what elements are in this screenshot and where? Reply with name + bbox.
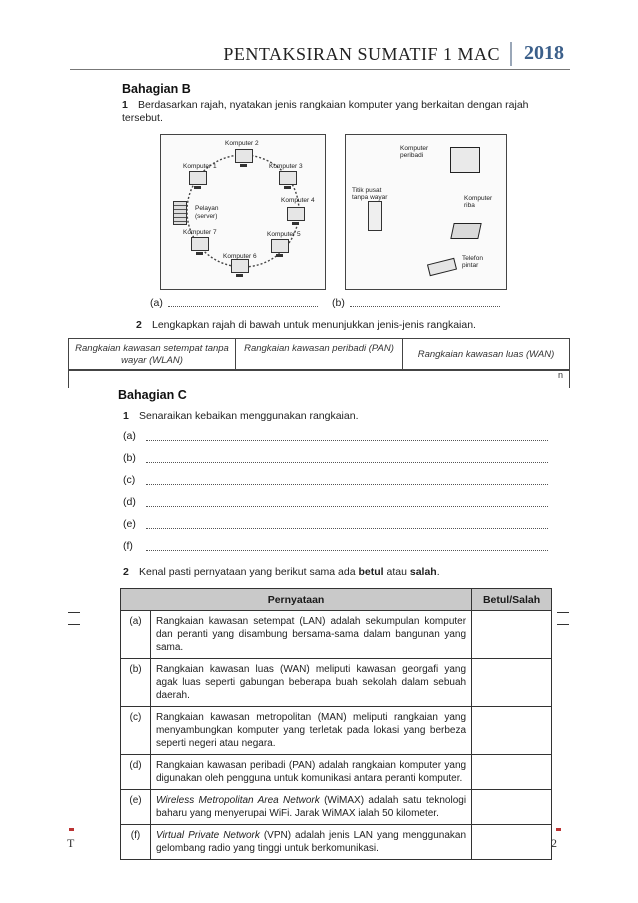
statement-italic-term: Wireless Metropolitan Area Network [155,795,320,806]
answer-line-b[interactable] [350,306,500,307]
list-item-d [123,496,143,508]
section-b-question-1 [122,99,562,125]
row-label: (f) [121,825,151,860]
label-access-point-2: tanpa wayar [352,194,388,201]
label-access-point: Titik pusat [352,187,382,194]
question-number: 1 [122,99,128,111]
emphasis-salah: salah [409,566,437,578]
wireless-network-diagram [345,134,507,290]
row-statement: Rangkaian kawasan luas (WAN) meliputi kawasan georgafi yang agak luas seperti gabungan beberapa buah sekolah dalam sebuah daerah. [150,659,471,707]
section-c-question-2 [123,566,440,579]
header-year: 2018 [524,42,564,64]
row-label: (a) [121,611,151,659]
list-answer-line-e[interactable] [146,528,548,529]
network-box-pan: Rangkaian kawasan peribadi (PAN) [236,339,403,369]
row-statement: Rangkaian kawasan metropolitan (MAN) meliputi rangkaian yang menyambungkan komputer yang terletak pada lokasi yang berbeza seperti negeri atau negara. [150,707,471,755]
computer-5-icon [271,239,289,253]
item-label: (d) [123,496,136,508]
page-header [70,40,570,70]
item-label: (b) [123,452,136,464]
label-computer-6: Komputer 6 [223,253,257,260]
footer-left-fragment: T [67,836,75,850]
computer-6-icon [231,259,249,273]
list-answer-line-c[interactable] [146,484,548,485]
table-header-row [121,589,552,611]
row-statement [150,825,471,860]
header-statement: Pernyataan [121,589,472,611]
question-text: Kenal pasti pernyataan yang berikut sama ada [139,566,359,578]
answer-cell[interactable] [472,707,552,755]
list-answer-line-a[interactable] [146,440,548,441]
statement-text: (WiMAX) adalah satu teknologi baharu yang menyerupai WiFi. Jarak WiMAX ialah 50 kilometer. [155,795,467,819]
ring-network-diagram [160,134,326,290]
answer-label-b: (b) [332,297,345,309]
table-row [121,825,552,860]
answer-cell[interactable] [472,659,552,707]
section-c-question-1 [123,410,359,423]
emphasis-betul: betul [358,566,384,578]
question-number: 1 [123,410,129,422]
list-answer-line-f[interactable] [146,550,548,551]
question-text: Senaraikan kebaikan menggunakan rangkaian. [139,410,359,422]
question-text: Lengkapkan rajah di bawah untuk menunjukkan jenis-jenis rangkaian. [152,319,476,331]
answer-line-a[interactable] [168,306,318,307]
answer-cell[interactable] [472,611,552,659]
side-tick [557,624,569,625]
footer-mark-left [69,828,74,831]
answer-label-a: (a) [150,297,163,309]
section-b-title: Bahagian B [122,82,191,96]
computer-3-icon [279,171,297,185]
question-text-end: . [436,566,440,578]
item-label: (c) [123,474,136,486]
computer-7-icon [191,237,209,251]
side-tick [68,624,80,625]
answer-cell[interactable] [472,790,552,825]
network-box-wan: Rangkaian kawasan luas (WAN) [417,349,555,360]
side-tick [68,612,80,613]
label-personal-computer: Komputer [400,145,429,152]
footer-right-fragment: 2 [551,836,557,850]
statements-table [120,588,552,860]
row-label: (e) [121,790,151,825]
list-item-f [123,540,143,552]
smartphone-icon [427,258,457,276]
label-personal-computer-2: peribadi [400,152,424,159]
table-row [121,790,552,825]
list-item-c [123,474,143,486]
table-row [121,755,552,790]
item-label: (a) [123,430,136,442]
answer-cell[interactable] [472,755,552,790]
label-computer-4: Komputer 4 [281,197,315,204]
computer-2-icon [235,149,253,163]
network-types-row [68,338,570,370]
list-answer-line-b[interactable] [146,462,548,463]
label-computer-3: Komputer 3 [269,163,303,170]
list-item-e [123,518,143,530]
header-rule [70,69,570,70]
label-computer-1: Komputer 1 [183,163,217,170]
answer-cell[interactable] [472,825,552,860]
list-answer-line-d[interactable] [146,506,548,507]
label-smartphone: Telefon [462,255,483,262]
label-server: Pelayan [195,205,219,212]
label-smartphone-2: pintar [462,262,479,269]
item-label: (f) [123,540,133,552]
list-item-b [123,452,143,464]
desktop-computer-icon [450,147,480,173]
table-row [121,611,552,659]
table-row [121,659,552,707]
row-label: (c) [121,707,151,755]
network-box-wlan: Rangkaian kawasan setempat tanpa wayar (WLAN) [69,339,236,369]
question-text: Berdasarkan rajah, nyatakan jenis rangkaian komputer yang berkaitan dengan rajah tersebut. [122,99,529,124]
statement-text: (VPN) adalah jenis LAN yang menggunakan gelombang radio yang tinggi untuk berkomunikasi. [155,830,467,854]
header-separator [510,42,512,66]
label-laptop-2: riba [464,202,475,209]
header-answer: Betul/Salah [472,589,552,611]
clipped-text-fragment: n [558,370,564,380]
row-statement: Rangkaian kawasan peribadi (PAN) adalah rangkaian komputer yang digunakan oleh pengguna untuk komunikasi antara peranti komputer. [150,755,471,790]
label-server-en: (server) [195,213,218,220]
item-label: (e) [123,518,136,530]
footer-mark-right [556,828,561,831]
section-c-title: Bahagian C [118,388,187,402]
list-item-a [123,430,143,442]
wireless-access-point-icon [368,201,382,231]
question-text-or: atau [383,566,410,578]
label-computer-7: Komputer 7 [183,229,217,236]
label-laptop: Komputer [464,195,493,202]
computer-1-icon [189,171,207,185]
row-label: (d) [121,755,151,790]
row-statement [150,790,471,825]
section-b-question-2 [136,319,566,332]
laptop-icon [450,223,481,239]
side-tick [557,612,569,613]
row-label: (b) [121,659,151,707]
question-number: 2 [136,319,142,331]
table-row [121,707,552,755]
label-computer-2: Komputer 2 [225,140,259,147]
row-statement: Rangkaian kawasan setempat (LAN) adalah sekumpulan komputer dan peranti yang disambung bersama-sama dalam bangunan yang sama. [150,611,471,659]
server-icon [173,201,187,225]
label-computer-5: Komputer 5 [267,231,301,238]
computer-4-icon [287,207,305,221]
statement-italic-term: Virtual Private Network [155,830,260,841]
header-title: PENTAKSIRAN SUMATIF 1 MAC [223,44,500,64]
question-number: 2 [123,566,129,578]
